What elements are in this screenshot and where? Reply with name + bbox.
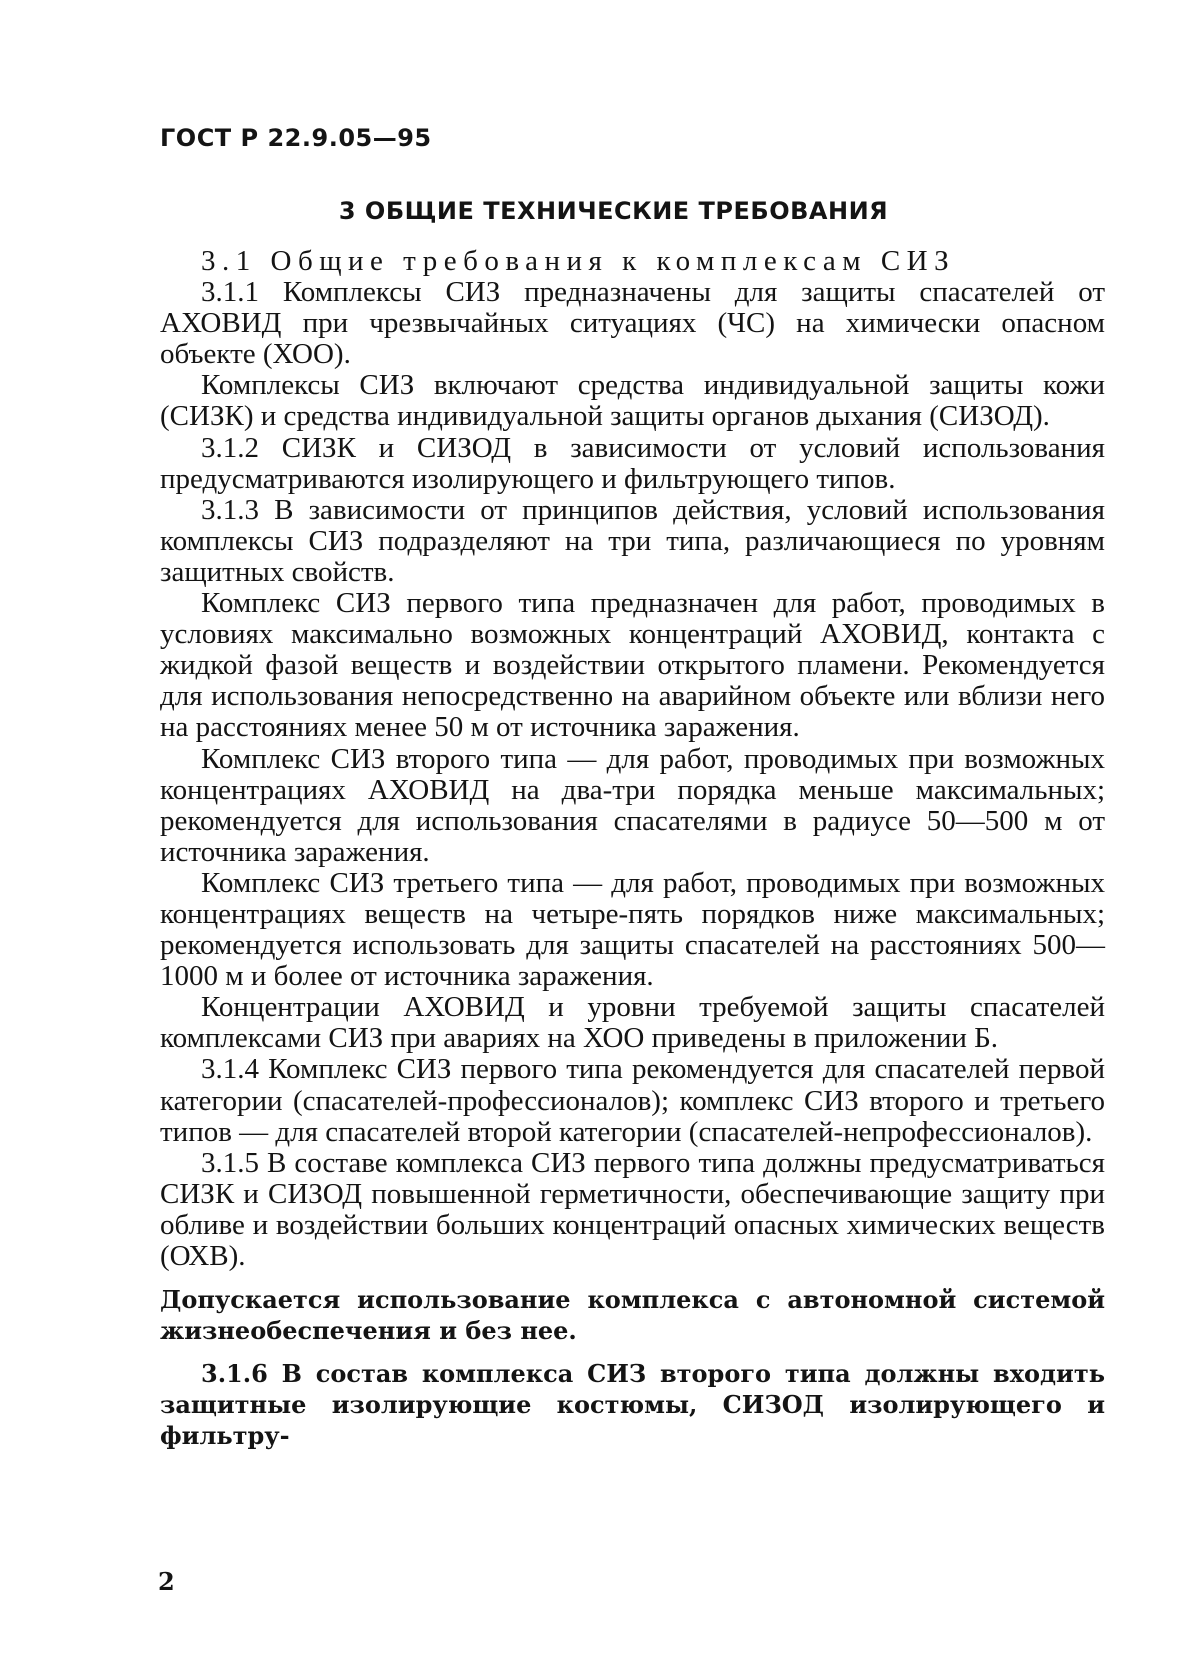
- page-number: 2: [158, 1567, 175, 1596]
- paragraph: Комплекс СИЗ первого типа предназначен для работ, проводимых в условиях максимально возможных концентраций АХОВИД, контакта с жидкой фазой веществ и воздействии открытого пламени. Рекомендуется для использования непосредственно на аварийном объекте или вблизи него на расстояниях менее 50 м от источника заражения.: [160, 587, 1105, 744]
- paragraph: 3.1.3 В зависимости от принципов действия, условий использования комплексы СИЗ подразделяют на три типа, различающиеся по уровням защитных свойств.: [160, 493, 1105, 588]
- paragraph: 3.1.1 Комплексы СИЗ предназначены для защиты спасателей от АХОВИД при чрезвычайных ситуациях (ЧС) на химически опасном объекте (ХОО).: [160, 276, 1105, 371]
- section-title: 3 ОБЩИЕ ТЕХНИЧЕСКИЕ ТРЕБОВАНИЯ: [338, 197, 889, 225]
- paragraph-bold: 3.1.6 В состав комплекса СИЗ второго типа должны входить защитные изолирующие костюмы, СИЗОД изолирующего и фильтру-: [160, 1359, 1105, 1451]
- paragraph: Комплекс СИЗ второго типа — для работ, проводимых при возможных концентрациях АХОВИД на два-три порядка меньше максимальных; рекомендуется для использования спасателями в радиусе 50—500 м от источника заражения.: [160, 742, 1105, 868]
- document-header-code: ГОСТ Р 22.9.05—95: [160, 124, 432, 152]
- paragraph-bold: Допускается использование комплекса с автономной системой жизнеобеспечения и без нее.: [160, 1285, 1105, 1346]
- paragraph: Комплексы СИЗ включают средства индивидуальной защиты кожи (СИЗК) и средства индивидуальной защиты органов дыхания (СИЗОД).: [160, 369, 1105, 433]
- paragraph: Комплекс СИЗ третьего типа — для работ, проводимых при возможных концентрациях веществ на четыре-пять порядков ниже максимальных; рекомендуется использовать для защиты спасателей на расстояниях 500—1000 м и более от источника заражения.: [160, 866, 1105, 993]
- paragraph: 3.1.5 В составе комплекса СИЗ первого типа должны предусматриваться СИЗК и СИЗОД повышенной герметичности, обеспечивающие защиту при обливе и воздействии больших концентраций опасных химических веществ (ОХВ).: [160, 1146, 1105, 1272]
- paragraph: 3.1.2 СИЗК и СИЗОД в зависимости от условий использования предусматриваются изолирующего и фильтрующего типов.: [160, 431, 1105, 495]
- body-text: [160, 246, 1105, 1452]
- paragraph: Концентрации АХОВИД и уровни требуемой защиты спасателей комплексами СИЗ при авариях на ХОО приведены в приложении Б.: [160, 991, 1105, 1055]
- paragraph: 3.1.4 Комплекс СИЗ первого типа рекомендуется для спасателей первой категории (спасателей-профессионалов); комплекс СИЗ второго и третьего типов — для спасателей второй категории (спасателей-непрофессионалов).: [160, 1053, 1105, 1148]
- subsection-heading: 3.1 Общие требования к комплексам СИЗ: [201, 245, 956, 277]
